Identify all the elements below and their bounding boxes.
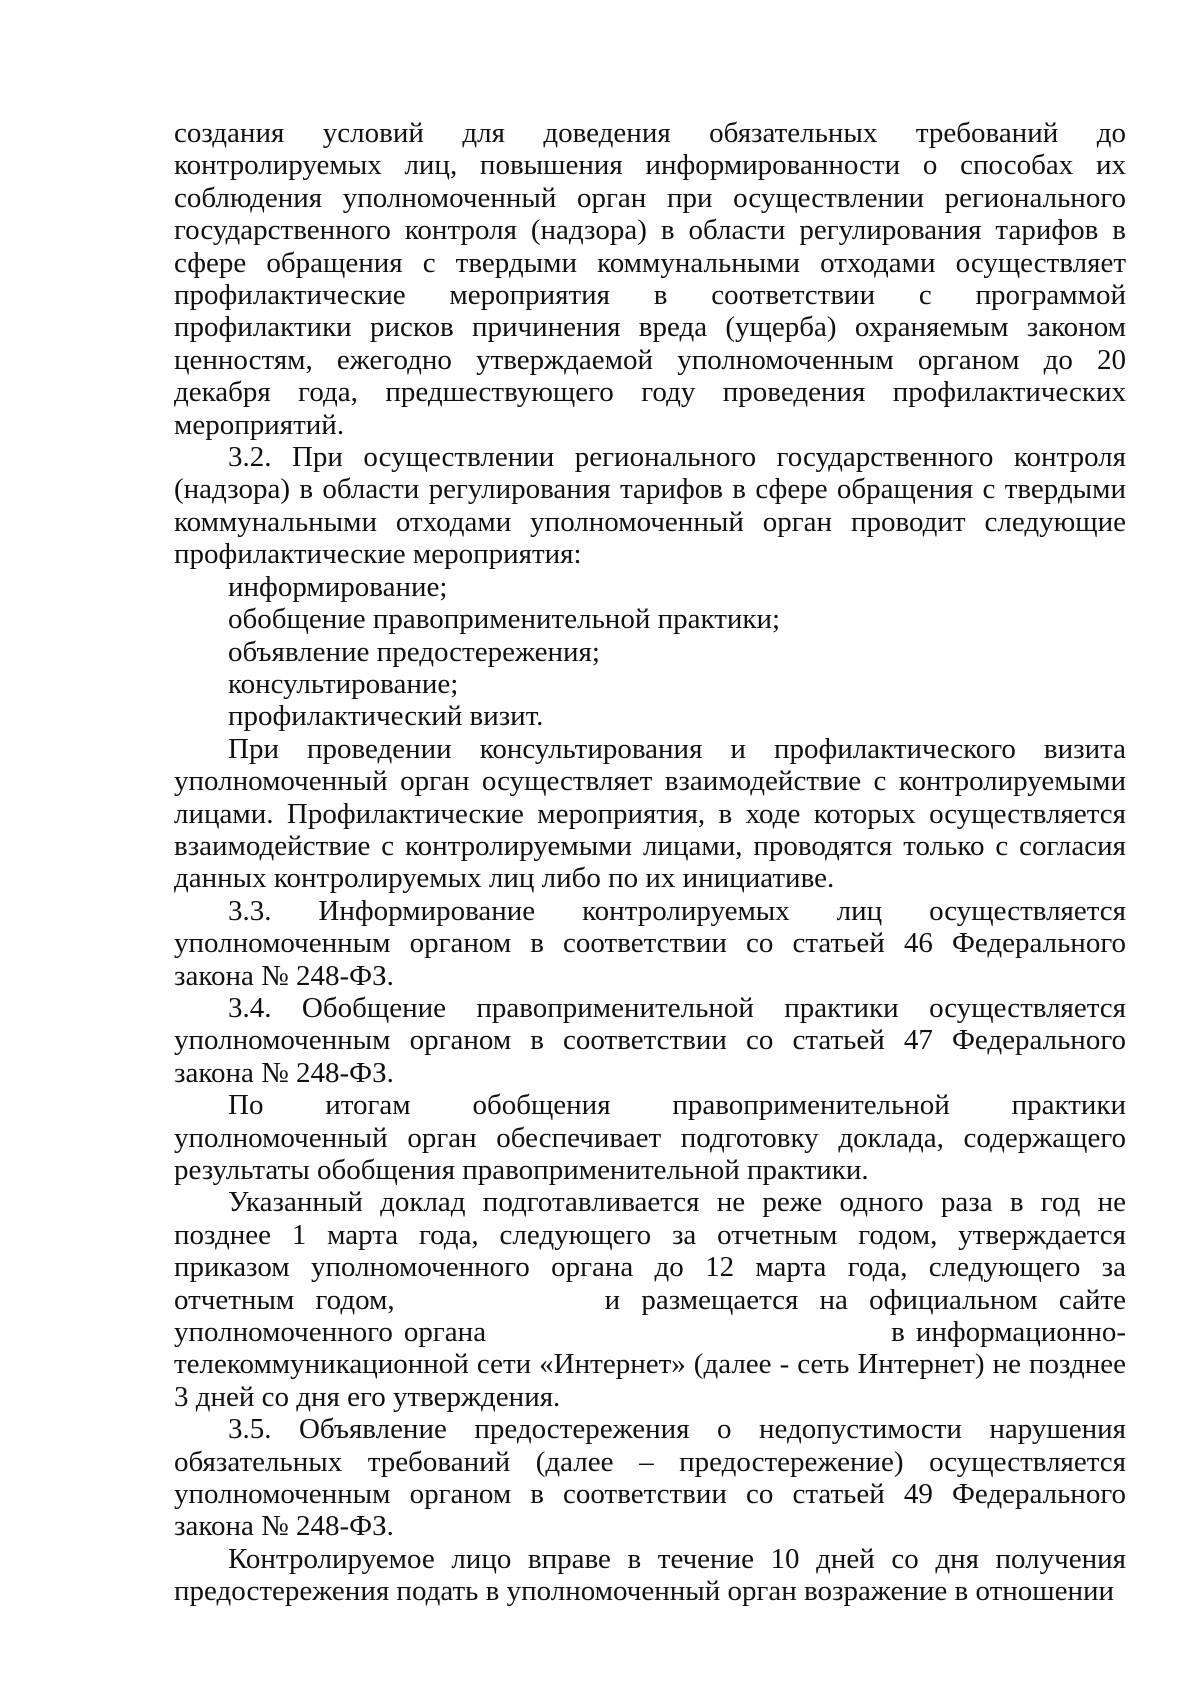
list-item-warning: объявление предостережения; (228, 635, 600, 668)
paragraph-report-publication (174, 1186, 1126, 1413)
paragraph-report-preparation: По итогам обобщения правоприменительной практики уполномоченный орган обеспечивает подготовку доклада, содержащего результаты обобщения правоприменительной практики. (174, 1089, 1126, 1186)
paragraph-3-5: 3.5. Объявление предостережения о недопустимости нарушения обязательных требований (далее – предостережение) осуществляется уполномоченным органом в соответствии со статьей 49 Федерального закона № 248-ФЗ. (174, 1413, 1126, 1543)
paragraph-3-4: 3.4. Обобщение правоприменительной практики осуществляется уполномоченным органом в соответствии со статьей 47 Федерального закона № 248-ФЗ. (174, 991, 1126, 1089)
list-item-preventive-visit: профилактический визит. (228, 700, 544, 733)
report-publication-part-1: Указанный доклад подготавливается не реже одного раза в год не позднее 1 марта года, следующего за отчетным годом, утверждается приказом уполномоченного органа до 12 марта года, следующего за отчетным годом, (174, 1186, 1126, 1316)
paragraph-profilactics-program: создания условий для доведения обязательных требований до контролируемых лиц, повышения информированности о способах их соблюдения уполномоченный орган при осуществлении регионального государственного контроля (надзора) в области регулирования тарифов в сфере обращения с твердыми коммунальными отходами осуществляет профилактические мероприятия в соответствии с программой профилактики рисков причинения вреда (ущерба) охраняемым законом ценностям, ежегодно утверждаемой уполномоченным органом до 20 декабря года, предшествующего году проведения профилактических мероприятий. (174, 117, 1126, 441)
document-body (174, 117, 1126, 1608)
report-publication-part-2: и размещается на официальном сайте уполномоченного органа (174, 1283, 1127, 1349)
paragraph-3-3: 3.3. Информирование контролируемых лиц осуществляется уполномоченным органом в соответствии со статьей 46 Федерального закона № 248-ФЗ. (174, 894, 1126, 992)
list-item-consulting: консультирование; (228, 667, 459, 700)
report-publication-part-3: в информационно-телекоммуникационной сети «Интернет» (далее - сеть Интернет) не позднее 3 дней со дня его утверждения. (174, 1316, 1126, 1413)
list-item-informing: информирование; (228, 570, 448, 603)
paragraph-objection: Контролируемое лицо вправе в течение 10 дней со дня получения предостережения подать в уполномоченный орган возражение в отношении (174, 1542, 1126, 1608)
paragraph-3-2: 3.2. При осуществлении регионального государственного контроля (надзора) в области регулирования тарифов в сфере обращения с твердыми коммунальными отходами уполномоченный орган проводит следующие профилактические мероприятия: (174, 441, 1126, 571)
list-item-generalization: обобщение правоприменительной практики; (228, 603, 781, 636)
paragraph-interaction: При проведении консультирования и профилактического визита уполномоченный орган осуществляет взаимодействие с контролируемыми лицами. Профилактические мероприятия, в ходе которых осуществляется взаимодействие с контролируемыми лицами, проводятся только с согласия данных контролируемых лиц либо по их инициативе. (174, 732, 1126, 895)
